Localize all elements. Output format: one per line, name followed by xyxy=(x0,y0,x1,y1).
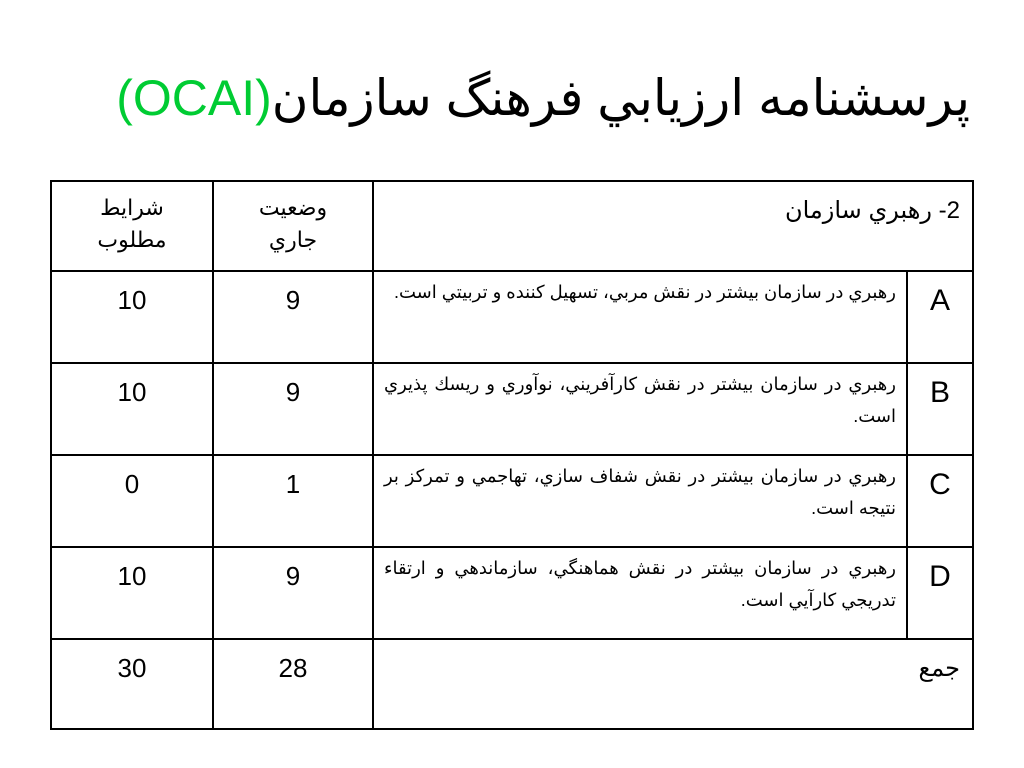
row-description: رهبري در سازمان بيشتر در نقش كارآفريني، نوآوري و ريسك پذيري است. xyxy=(373,363,907,455)
header-row xyxy=(51,181,973,271)
row-letter: D xyxy=(907,547,973,639)
row-description: رهبري در سازمان بيشتر در نقش هماهنگي، سازماندهي و ارتقاء تدريجي كارآيي است. xyxy=(373,547,907,639)
table-row xyxy=(51,455,973,547)
col-desired-line2: مطلوب xyxy=(97,227,167,252)
col-desired-header xyxy=(51,181,213,271)
total-row xyxy=(51,639,973,729)
row-description: رهبري در سازمان بيشتر در نقش شفاف سازي، تهاجمي و تمركز بر نتيجه است. xyxy=(373,455,907,547)
col-desired-line1: شرايط xyxy=(100,195,164,220)
section-header: 2- رهبري سازمان xyxy=(373,181,973,271)
title-acronym: (OCAI) xyxy=(116,70,272,126)
row-letter: A xyxy=(907,271,973,363)
row-current-value: 9 xyxy=(213,547,373,639)
ocai-table xyxy=(50,180,974,730)
row-current-value: 9 xyxy=(213,271,373,363)
row-desired-value: 10 xyxy=(51,547,213,639)
col-current-line2: جاري xyxy=(268,227,318,252)
row-desired-value: 10 xyxy=(51,363,213,455)
total-label: جمع xyxy=(373,639,973,729)
table-row xyxy=(51,547,973,639)
row-letter: C xyxy=(907,455,973,547)
total-desired-value: 30 xyxy=(51,639,213,729)
total-current-value: 28 xyxy=(213,639,373,729)
table-row xyxy=(51,271,973,363)
row-desired-value: 0 xyxy=(51,455,213,547)
title-main: پرسشنامه ارزيابي فرهنگ سازمان xyxy=(271,70,970,126)
row-letter: B xyxy=(907,363,973,455)
row-description: رهبري در سازمان بيشتر در نقش مربي، تسهيل كننده و تربيتي است. xyxy=(373,271,907,363)
row-current-value: 1 xyxy=(213,455,373,547)
col-current-line1: وضعيت xyxy=(258,195,328,220)
row-current-value: 9 xyxy=(213,363,373,455)
table-row xyxy=(51,363,973,455)
page-title xyxy=(40,58,970,138)
row-desired-value: 10 xyxy=(51,271,213,363)
col-current-header xyxy=(213,181,373,271)
